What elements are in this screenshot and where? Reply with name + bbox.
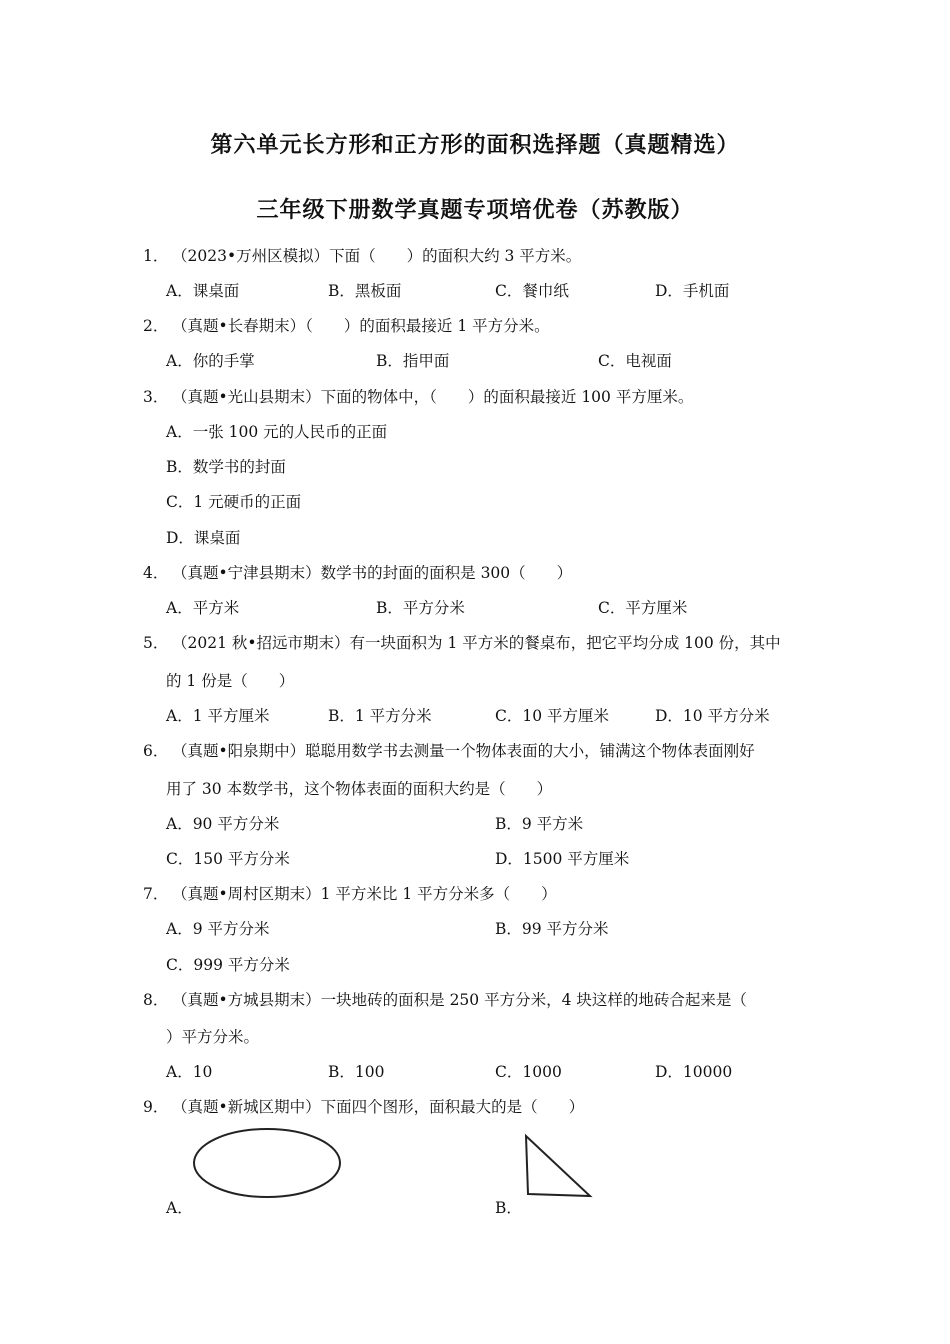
- option-a[interactable]: A．课桌面: [166, 282, 240, 300]
- question-text: （2021 秋•招远市期末）有一块面积为 1 平方米的餐桌布，把它平均分成 100 份，其中: [172, 634, 781, 652]
- option-c[interactable]: C．1000: [495, 1063, 562, 1081]
- question-number: 6．: [143, 742, 169, 760]
- question-number: 4．: [143, 564, 169, 582]
- option-a[interactable]: A．1 平方厘米: [166, 707, 270, 725]
- question-number: 1．: [143, 247, 169, 265]
- option-b[interactable]: B．指甲面: [376, 352, 450, 370]
- triangle-figure: [520, 1130, 600, 1202]
- question-text: （2023•万州区模拟）下面（ ）的面积大约 3 平方米。: [172, 247, 582, 265]
- option-c[interactable]: C．电视面: [598, 352, 672, 370]
- option-b[interactable]: B．平方分米: [376, 599, 465, 617]
- option-b[interactable]: B．100: [328, 1063, 385, 1081]
- option-c[interactable]: C．1 元硬币的正面: [166, 493, 302, 511]
- option-b[interactable]: B．99 平方分米: [495, 920, 609, 938]
- option-b[interactable]: B．9 平方米: [495, 815, 584, 833]
- option-a[interactable]: A．你的手掌: [166, 352, 255, 370]
- option-a[interactable]: A．一张 100 元的人民币的正面: [166, 423, 388, 441]
- question-text: （真题•新城区期中）下面四个图形，面积最大的是（ ）: [172, 1098, 585, 1116]
- question-number: 3．: [143, 388, 169, 406]
- option-c[interactable]: C．餐巾纸: [495, 282, 569, 300]
- option-b[interactable]: B．1 平方分米: [328, 707, 432, 725]
- option-a[interactable]: A．90 平方分米: [166, 815, 280, 833]
- option-b[interactable]: B．: [495, 1199, 522, 1217]
- option-a[interactable]: A．: [166, 1199, 193, 1217]
- question-text-cont: 用了 30 本数学书，这个物体表面的面积大约是（ ）: [166, 780, 553, 798]
- question-text: （真题•光山县期末）下面的物体中，（ ）的面积最接近 100 平方厘米。: [172, 388, 694, 406]
- question-number: 5．: [143, 634, 169, 652]
- option-a[interactable]: A．9 平方分米: [166, 920, 270, 938]
- question-text: （真题•长春期末）（ ）的面积最接近 1 平方分米。: [172, 317, 550, 335]
- question-number: 2．: [143, 317, 169, 335]
- question-text-cont: 的 1 份是（ ）: [166, 672, 295, 690]
- ellipse-figure: [190, 1125, 350, 1205]
- option-c[interactable]: C．10 平方厘米: [495, 707, 610, 725]
- option-c[interactable]: C．平方厘米: [598, 599, 688, 617]
- option-b[interactable]: B．数学书的封面: [166, 458, 286, 476]
- option-b[interactable]: B．黑板面: [328, 282, 402, 300]
- option-a[interactable]: A．平方米: [166, 599, 240, 617]
- question-text: （真题•方城县期末）一块地砖的面积是 250 平方分米，4 块这样的地砖合起来是（: [172, 991, 747, 1009]
- option-c[interactable]: C．999 平方分米: [166, 956, 290, 974]
- question-text-cont: ）平方分米。: [166, 1028, 260, 1046]
- option-d[interactable]: D．10000: [655, 1063, 733, 1081]
- option-c[interactable]: C．150 平方分米: [166, 850, 290, 868]
- page-subtitle: 三年级下册数学真题专项培优卷（苏教版）: [256, 198, 694, 223]
- question-number: 7．: [143, 885, 169, 903]
- page-title: 第六单元长方形和正方形的面积选择题（真题精选）: [210, 133, 740, 158]
- option-d[interactable]: D．1500 平方厘米: [495, 850, 630, 868]
- option-a[interactable]: A．10: [166, 1063, 213, 1081]
- question-number: 8．: [143, 991, 169, 1009]
- question-text: （真题•阳泉期中）聪聪用数学书去测量一个物体表面的大小，铺满这个物体表面刚好: [172, 742, 755, 760]
- option-d[interactable]: D．10 平方分米: [655, 707, 770, 725]
- option-d[interactable]: D．课桌面: [166, 529, 241, 547]
- question-text: （真题•宁津县期末）数学书的封面的面积是 300（ ）: [172, 564, 573, 582]
- question-number: 9．: [143, 1098, 169, 1116]
- option-d[interactable]: D．手机面: [655, 282, 730, 300]
- question-text: （真题•周村区期末）1 平方米比 1 平方分米多（ ）: [172, 885, 557, 903]
